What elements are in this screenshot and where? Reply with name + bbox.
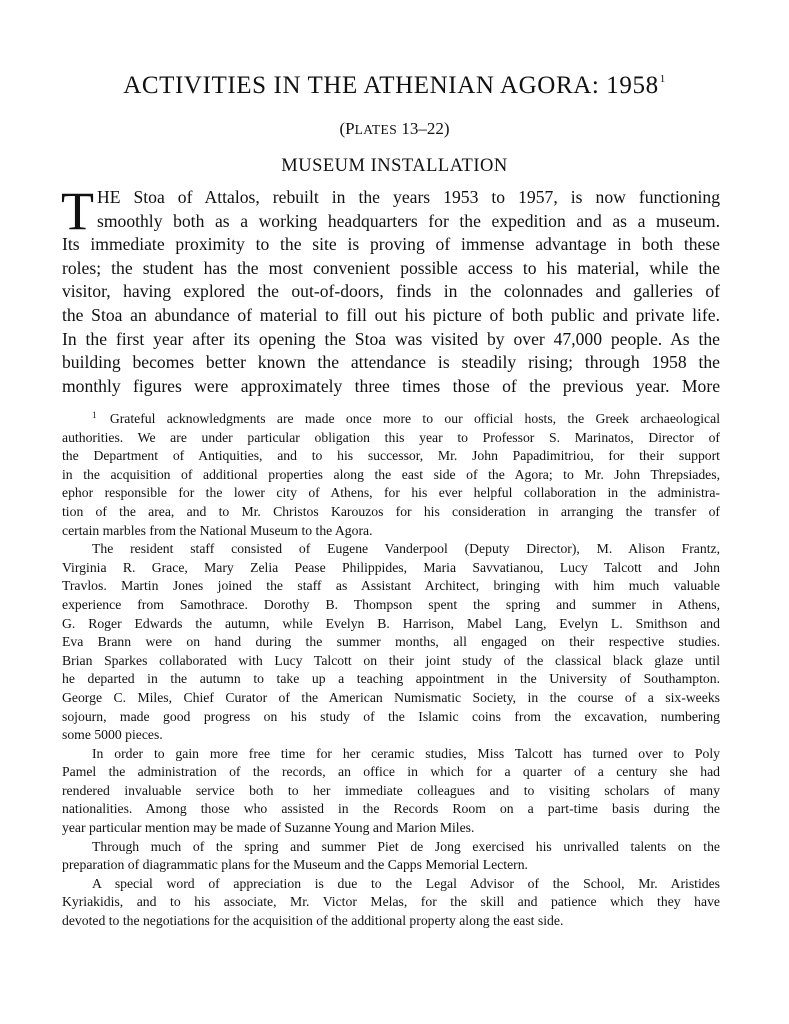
drop-cap: T	[61, 181, 94, 241]
article-title	[0, 72, 789, 100]
body-line: In the first year after its opening the Stoa was visited by over 47,000 people. As the	[62, 328, 720, 349]
footnote-line: A special word of appreciation is due to the Legal Advisor of the School, Mr. Aristides	[92, 875, 720, 891]
footnote-line: The resident staff consisted of Eugene Vanderpool (Deputy Director), M. Alison Frantz,	[92, 541, 720, 557]
footnote-line: the Department of Antiquities, and to his successor, Mr. John Papadimitriou, for their support	[62, 448, 720, 464]
footnote-line: Virginia R. Grace, Mary Zelia Pease Philippides, Maria Savvatianou, Lucy Talcott and John	[62, 559, 720, 575]
footnote-line: in the acquisition of additional properties along the east side of the Agora; to Mr. John Threpsiades,	[62, 466, 720, 482]
footnote-line: some 5000 pieces.	[62, 727, 163, 743]
footnote-line: authorities. We are under particular obligation this year to Professor S. Marinatos, Director of	[62, 429, 720, 445]
footnote-line: Kyriakidis, and to his associate, Mr. Victor Melas, for the skill and patience which they have	[62, 894, 720, 910]
plates-open-paren: (	[339, 119, 346, 138]
footnote-marker: 1	[92, 410, 97, 420]
section-heading: MUSEUM INSTALLATION	[281, 156, 508, 176]
footnote-line: preparation of diagrammatic plans for the Museum and the Capps Memorial Lectern.	[62, 857, 528, 873]
footnote-line: tion of the area, and to Mr. Christos Karouzos for his consideration in arranging the transfer of	[62, 503, 720, 519]
body-line: monthly figures were approximately three times those of the previous year. More	[62, 375, 720, 396]
footnote-line: sojourn, made good progress on his study of the Islamic coins from the excavation, numbering	[62, 708, 720, 724]
body-text	[61, 181, 720, 398]
footnote-line: devoted to the negotiations for the acquisition of the additional property along the east side.	[62, 913, 564, 929]
footnote-line: certain marbles from the National Museum to the Agora.	[62, 522, 373, 538]
body-line: the Stoa an abundance of material to fill out his picture of both public and private life.	[62, 304, 720, 325]
footnote-line: ephor responsible for the lower city of Athens, for his ever helpful collaboration in the administra-	[62, 485, 720, 501]
body-line: building becomes better known the attendance is steadily rising; through 1958 the	[62, 352, 720, 373]
body-line: roles; the student has the most convenient possible access to his material, while the	[62, 257, 720, 278]
footnote-line: he departed in the autumn to take up a teaching appointment in the University of Southampton.	[62, 671, 720, 687]
footnote-line: Through much of the spring and summer Piet de Jong exercised his unrivalled talents on the	[92, 838, 720, 854]
footnote-line: G. Roger Edwards the autumn, while Evelyn B. Harrison, Mabel Lang, Evelyn L. Smithson and	[62, 615, 720, 631]
body-line: HE Stoa of Attalos, rebuilt in the years 1953 to 1957, is now functioning	[97, 187, 720, 207]
body-line: visitor, having explored the out-of-doors, finds in the colonnades and galleries of	[62, 281, 720, 302]
footnote-line: year particular mention may be made of Suzanne Young and Marion Miles.	[62, 820, 475, 836]
plates-initial: P	[345, 119, 355, 138]
footnote-line: Brian Sparkes collaborated with Lucy Talcott on their joint study of the classical black glaze until	[62, 652, 720, 668]
footnote-line: nationalities. Among those who assisted in the Records Room on a part-time basis during the	[62, 801, 720, 817]
plates-reference	[0, 119, 789, 139]
plates-word: LATES	[354, 122, 398, 137]
title-footnote-ref[interactable]: 1	[659, 73, 666, 85]
body-line: smoothly both as a working headquarters for the expedition and as a museum.	[97, 210, 720, 231]
footnote-line: rendered invaluable service both to her immediate colleagues and to visiting scholars of many	[62, 782, 720, 798]
footnote-line: Pamel the administration of the records, an office in which for a quarter of a century she had	[62, 764, 720, 780]
footnote-line-text: Grateful acknowledgments are made once more to our official hosts, the Greek archaeological	[98, 411, 720, 426]
plates-range: 13–22)	[397, 119, 450, 138]
footnote-line: Eva Brann were on hand during the summer months, all engaged on their respective studies.	[62, 634, 720, 650]
footnotes	[62, 406, 720, 931]
footnote-line: experience from Samothrace. Dorothy B. Thompson spent the spring and summer in Athens,	[62, 596, 720, 612]
footnote-line	[62, 406, 720, 429]
footnote-line: In order to gain more free time for her ceramic studies, Miss Talcott has turned over to Poly	[92, 745, 720, 761]
footnote-line: George C. Miles, Chief Curator of the American Numismatic Society, in the course of a six-weeks	[62, 689, 720, 705]
body-line: Its immediate proximity to the site is proving of immense advantage in both these	[62, 234, 720, 255]
article-title-text: ACTIVITIES IN THE ATHENIAN AGORA: 1958	[123, 72, 659, 99]
footnote-line: Travlos. Martin Jones joined the staff as Assistant Architect, bringing with him much valuable	[62, 578, 720, 594]
